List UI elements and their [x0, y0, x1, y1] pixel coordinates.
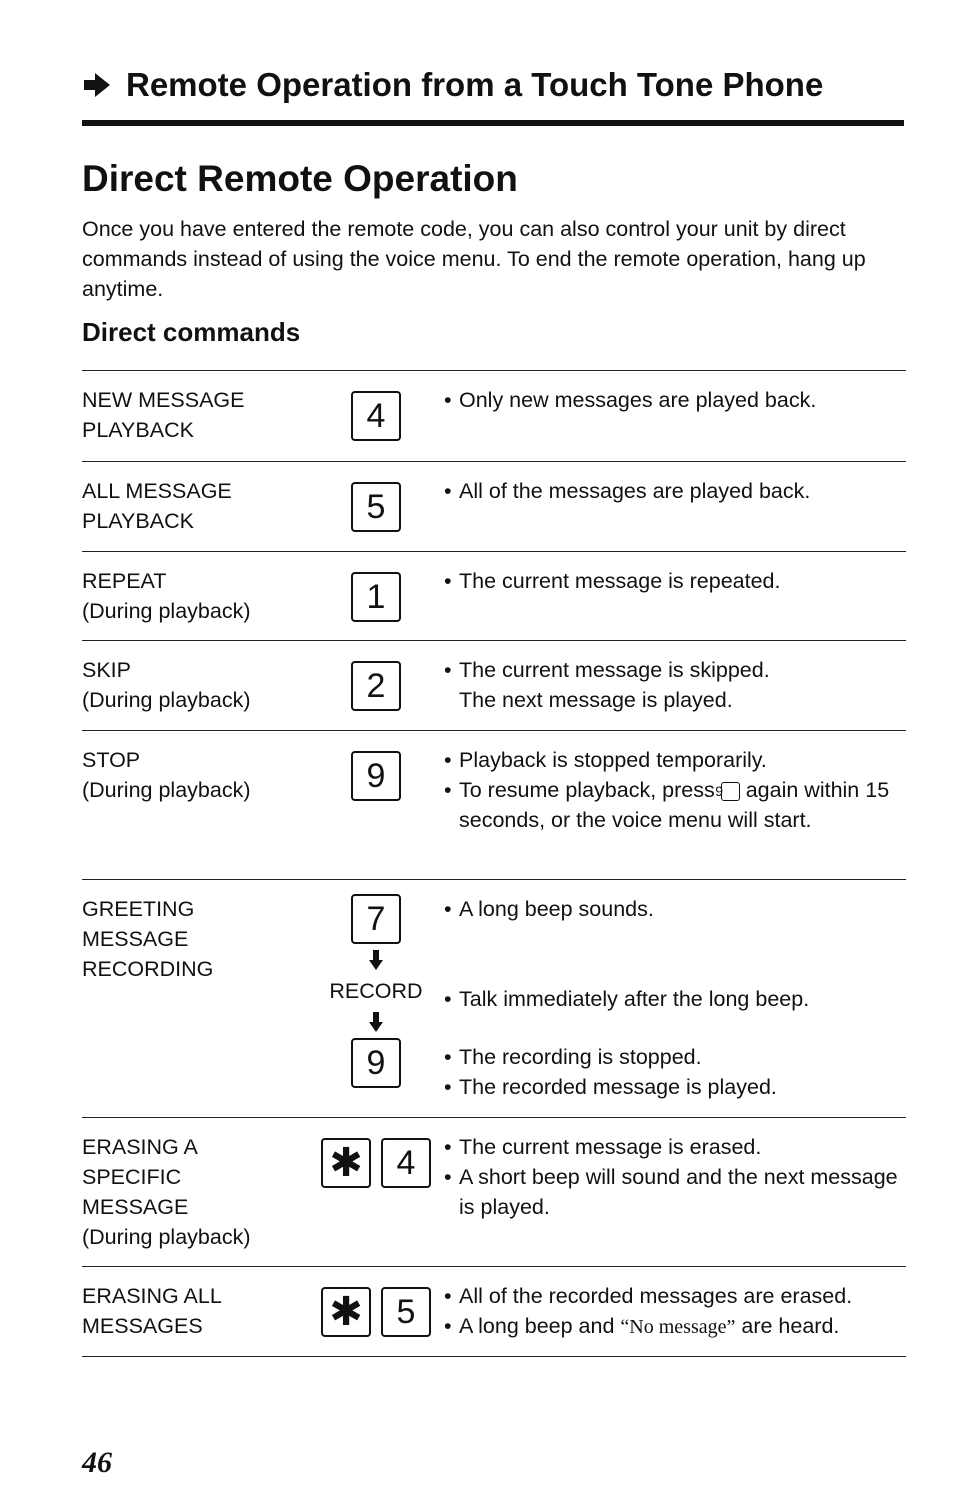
label-line: (During playback) — [82, 599, 251, 623]
arrow-right-icon — [82, 70, 112, 100]
label-line: MESSAGE — [82, 1195, 189, 1219]
key-9: 9 — [351, 1038, 401, 1088]
desc-bullet: • Playback is stopped temporarily. — [444, 748, 767, 772]
table-divider — [82, 1356, 906, 1357]
label-line: ALL MESSAGE — [82, 479, 232, 503]
desc-bullet: • Talk immediately after the long beep. — [444, 987, 810, 1011]
label-line: SKIP — [82, 658, 131, 682]
command-row-all-message — [82, 462, 906, 551]
commands-table — [82, 370, 906, 1357]
key-4: 4 — [351, 391, 401, 441]
command-description — [444, 1281, 906, 1342]
label-line: RECORDING — [82, 957, 214, 981]
page-number: 46 — [82, 1446, 112, 1479]
inline-key-9: 9 — [721, 782, 740, 801]
command-label — [82, 894, 308, 984]
desc-bullet: • The current message is skipped. — [444, 658, 770, 682]
command-row-erase-all — [82, 1267, 906, 1356]
label-line: REPEAT — [82, 569, 167, 593]
command-row-stop — [82, 731, 906, 879]
label-line: PLAYBACK — [82, 509, 194, 533]
label-line: NEW MESSAGE — [82, 388, 245, 412]
key-1: 1 — [351, 572, 401, 622]
desc-bullet: • The recording is stopped. — [444, 1045, 702, 1069]
key-9: 9 — [351, 751, 401, 801]
key-2: 2 — [351, 661, 401, 711]
command-row-erase-specific — [82, 1118, 906, 1266]
command-description — [444, 894, 906, 1102]
desc-bullet: • Only new messages are played back. — [444, 388, 817, 412]
key-star: ✱ — [321, 1138, 371, 1188]
record-label: RECORD — [329, 979, 423, 1003]
intro-paragraph: Once you have entered the remote code, you can also control your unit by direct commands instead of using the voice menu. To end the remote operation, hang up anytime. — [82, 217, 866, 301]
label-line: STOP — [82, 748, 141, 772]
desc-bullet: • A long beep and “No message” are heard. — [444, 1314, 840, 1338]
label-line: SPECIFIC — [82, 1165, 182, 1189]
key-4: 4 — [381, 1138, 431, 1188]
desc-bullet: • A short beep will sound and the next message is played. — [444, 1165, 898, 1219]
key-5: 5 — [381, 1287, 431, 1337]
desc-bullet: • The recorded message is played. — [444, 1075, 777, 1099]
label-line: ERASING A — [82, 1135, 198, 1159]
label-line: PLAYBACK — [82, 418, 194, 442]
section-title: Direct Remote Operation — [82, 158, 518, 199]
label-line: ERASING ALL — [82, 1284, 222, 1308]
command-keys — [308, 894, 444, 1088]
command-label — [82, 745, 308, 805]
command-keys — [308, 385, 444, 441]
label-line: MESSAGE — [82, 927, 189, 951]
header-divider — [82, 120, 904, 126]
command-row-greeting — [82, 880, 906, 1117]
desc-bullet: • All of the recorded messages are erased. — [444, 1284, 853, 1308]
page-header — [82, 66, 904, 104]
command-label — [82, 385, 308, 445]
command-keys — [308, 745, 444, 801]
desc-bullet: • To resume playback, press 9 again within 15 seconds, or the voice menu will start. — [444, 778, 890, 832]
command-keys — [308, 655, 444, 711]
command-label — [82, 655, 308, 715]
label-line: GREETING — [82, 897, 195, 921]
desc-bullet: • A long beep sounds. — [444, 897, 654, 921]
command-label — [82, 1281, 308, 1341]
command-row-repeat — [82, 552, 906, 640]
command-label — [82, 566, 308, 626]
command-keys — [308, 1281, 444, 1337]
command-label — [82, 1132, 308, 1252]
desc-bullet: • All of the messages are played back. — [444, 479, 811, 503]
label-line: (During playback) — [82, 1225, 251, 1249]
label-line: (During playback) — [82, 688, 251, 712]
command-description — [444, 385, 906, 415]
subsection-title: Direct commands — [82, 317, 301, 347]
desc-continuation: The next message is played. — [459, 688, 733, 712]
key-star: ✱ — [321, 1287, 371, 1337]
command-description — [444, 566, 906, 596]
command-description — [444, 655, 906, 715]
key-5: 5 — [351, 482, 401, 532]
command-row-new-message — [82, 371, 906, 461]
key-7: 7 — [351, 894, 401, 944]
desc-bullet: • The current message is erased. — [444, 1135, 762, 1159]
desc-bullet: • The current message is repeated. — [444, 569, 781, 593]
down-arrow-icon — [369, 1012, 383, 1032]
command-keys — [308, 476, 444, 532]
label-line: (During playback) — [82, 778, 251, 802]
command-keys — [308, 566, 444, 622]
command-label — [82, 476, 308, 536]
command-description — [444, 476, 906, 506]
header-title: Remote Operation from a Touch Tone Phone — [126, 66, 824, 103]
command-description — [444, 745, 906, 835]
label-line: MESSAGES — [82, 1314, 203, 1338]
command-row-skip — [82, 641, 906, 730]
down-arrow-icon — [369, 950, 383, 970]
command-description — [444, 1132, 906, 1222]
command-keys — [308, 1132, 444, 1188]
